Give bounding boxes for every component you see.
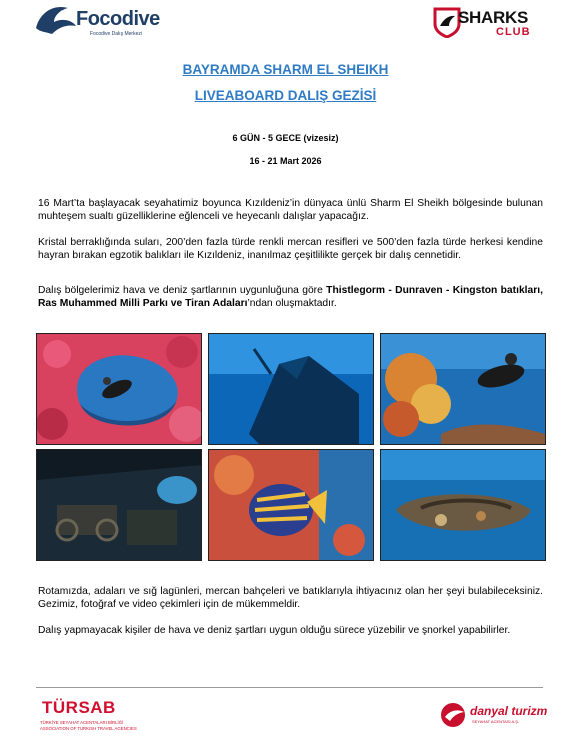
photo-wreck-reef — [380, 449, 546, 561]
footer-divider — [36, 687, 543, 688]
photo-angelfish — [208, 449, 374, 561]
non-diver-paragraph: Dalış yapmayacak kişiler de hava ve deniz şartları uygun olduğu sürece yüzebilir ve şnorkel yapabilirler. — [38, 625, 511, 636]
dive-sites-paragraph — [38, 284, 543, 310]
trip-dates: 16 - 21 Mart 2026 — [249, 156, 322, 166]
danyal-name: danyal turizm — [470, 704, 548, 718]
trip-duration: 6 GÜN - 5 GECE (vizesiz) — [232, 133, 339, 143]
photo-diver-coral — [36, 333, 202, 445]
red-sea-paragraph: Kristal berraklığında suları, 200’den fazla türde renkli mercan resifleri ve 500’den fazla türde herkesi kendine hayran bırakan egzotik balıkları ile Kızıldeniz, inanılmaz çeşitlilikte gerçek bir dalış cennetidir. — [38, 237, 543, 261]
dive-sites-prefix: Dalış bölgelerimiz hava ve deniz şartlarının uygunluğuna göre — [38, 285, 327, 296]
photo-wreck-interior — [36, 449, 202, 561]
dive-sites-list: Thistlegorm - Dunraven - Kingston batıkları, Ras Muhammed Milli Parkı ve Tiran Adaları — [38, 285, 543, 309]
photo-coral-diver — [380, 333, 546, 445]
dive-sites-suffix: ’ndan oluşmaktadır. — [247, 298, 337, 309]
tursab-name: TÜRSAB — [42, 698, 116, 717]
focodive-logo — [32, 2, 162, 36]
club-wordmark: CLUB — [496, 26, 531, 38]
tursab-line1: TÜRKİYE SEYAHAT ACENTALARI BİRLİĞİ — [40, 720, 124, 725]
danyal-sub: SEYAHAT ACENTASI A.Ş. — [472, 719, 520, 724]
seal-icon — [32, 2, 78, 36]
page-title-line1: BAYRAMDA SHARM EL SHEIKH — [182, 62, 389, 77]
page-title-line2: LIVEABOARD DALIŞ GEZİSİ — [194, 88, 377, 103]
sharks-wordmark: SHARKS — [458, 8, 528, 27]
danyal-swoosh-icon — [440, 702, 468, 728]
focodive-wordmark: Focodive — [76, 8, 160, 30]
danyal-turizm-logo — [440, 700, 550, 732]
focodive-tagline: Focodive Dalış Merkezi — [90, 31, 142, 37]
sharks-club-logo — [432, 4, 552, 40]
tursab-logo — [38, 698, 137, 734]
photo-shipwreck-bow — [208, 333, 374, 445]
tursab-line2: ASSOCIATION OF TURKISH TRAVEL AGENCIES — [40, 726, 137, 731]
route-paragraph: Rotamızda, adaları ve sığ lagünleri, mercan bahçeleri ve batıklarıyla ihtiyacınız olan her şeyi bulabileceksiniz. Gezimiz, fotoğraf ve video çekimleri için de mükemmeldir. — [38, 586, 543, 610]
intro-paragraph: 16 Mart’ta başlayacak seyahatimiz boyunca Kızıldeniz’in dünyaca ünlü Sharm El Sheikh bölgesinde bulunan muhteşem sualtı güzelliklerine eğlenceli ve heyecanlı dalışlar yapacağız. — [38, 198, 543, 222]
